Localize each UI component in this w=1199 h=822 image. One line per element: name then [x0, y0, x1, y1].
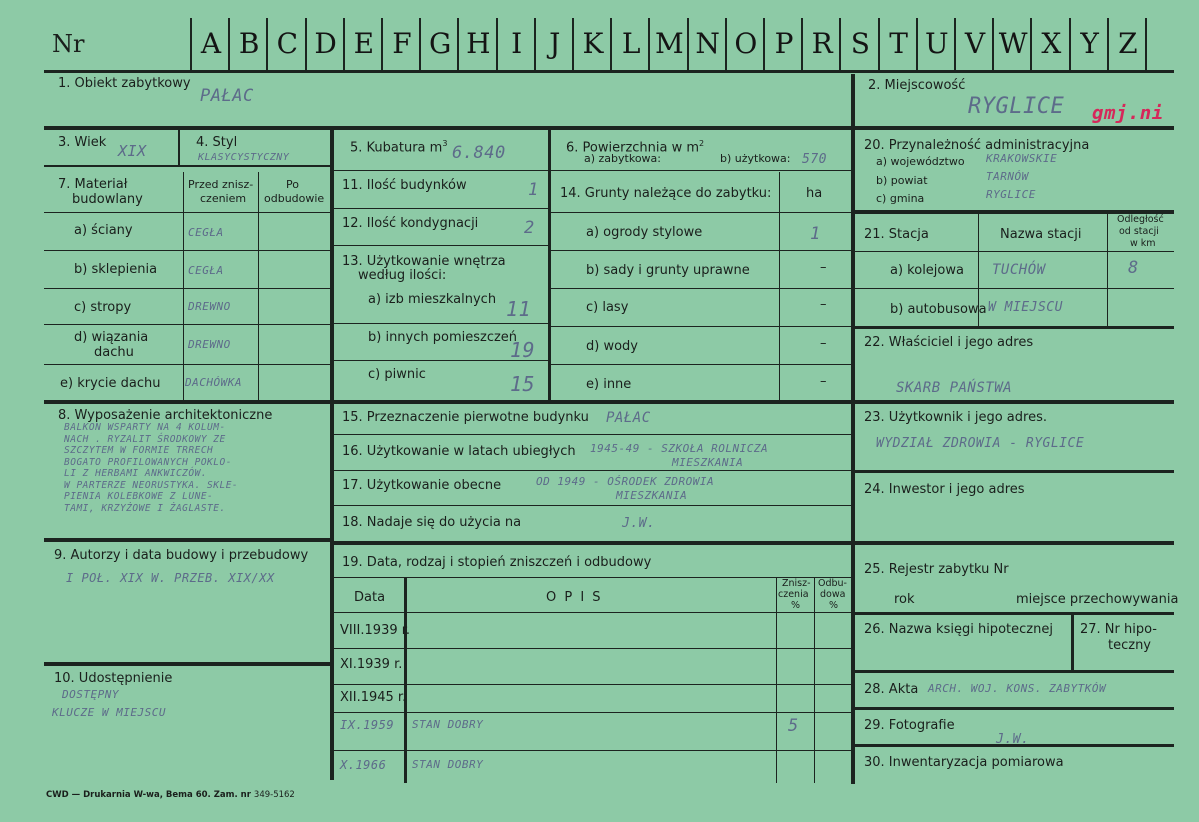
field-11-label: 11. Ilość budynków	[342, 178, 467, 193]
index-letter-p: P	[774, 27, 794, 60]
field-19-label: 19. Data, rodzaj i stopień zniszczeń i odbudowy	[342, 555, 652, 570]
field-7e-label: e) krycie dachu	[60, 376, 161, 391]
field-21a-label: a) kolejowa	[890, 263, 964, 278]
index-divider	[343, 18, 345, 70]
field-8-label: 8. Wyposażenie architektoniczne	[58, 408, 273, 423]
field-2-value[interactable]: RYGLICE	[968, 94, 1065, 119]
col-date-label: Data	[354, 590, 386, 605]
field-21b-label: b) autobusowa	[890, 302, 987, 317]
field-18-value[interactable]: J.W.	[622, 516, 656, 531]
rule	[334, 470, 851, 471]
row-date: VIII.1939 r.	[340, 623, 411, 638]
rule	[44, 538, 334, 542]
field-20a-value[interactable]: KRAKOWSKIE	[986, 152, 1058, 165]
col-destr-1: Znisz-	[782, 578, 811, 589]
field-27-label: 27. Nr hipo-	[1080, 622, 1157, 637]
row-date: XI.1939 r.	[340, 657, 403, 672]
index-letter-g: G	[429, 27, 452, 60]
field-21-col: Nazwa stacji	[1000, 227, 1082, 242]
field-7e-value[interactable]: DACHÓWKA	[185, 376, 242, 389]
rule	[551, 364, 851, 365]
rule	[44, 662, 334, 666]
rule	[551, 250, 851, 251]
field-21-dist-3: w km	[1130, 238, 1156, 249]
index-letter-k: K	[582, 27, 604, 60]
index-letter-t: T	[889, 27, 908, 60]
col-destr-2: czenia	[778, 589, 809, 600]
field-14d-value[interactable]: –	[820, 336, 827, 351]
field-30-label: 30. Inwentaryzacja pomiarowa	[864, 755, 1064, 770]
col-after-label-2: odbudowie	[264, 192, 325, 205]
index-divider	[763, 18, 765, 70]
field-15-value[interactable]: PAŁAC	[606, 410, 651, 426]
index-divider	[572, 18, 574, 70]
rule	[334, 541, 851, 545]
field-15-label: 15. Przeznaczenie pierwotne budynku	[342, 410, 589, 425]
field-20a-label: a) województwo	[876, 155, 965, 168]
col-rebuild-1: Odbu-	[818, 578, 847, 589]
rule	[334, 245, 548, 246]
rule	[551, 288, 851, 289]
field-13a-value[interactable]: 11	[506, 297, 532, 321]
field-14e-value[interactable]: –	[820, 374, 827, 389]
field-7-label: 7. Materiał	[58, 177, 128, 192]
index-letter-o: O	[734, 27, 758, 60]
index-divider	[725, 18, 727, 70]
field-2-note: gmj.ni	[1092, 102, 1164, 124]
index-letter-e: E	[353, 27, 375, 60]
field-4-value[interactable]: KLASYCYSTYCZNY	[198, 152, 290, 163]
field-9-value[interactable]: I POŁ. XIX W. PRZEB. XIX/XX	[66, 571, 275, 585]
field-8-line: W PARTERZE NEORUSTYKA. SKLE-	[64, 479, 239, 491]
index-divider	[916, 18, 918, 70]
field-21a-dist[interactable]: 8	[1128, 258, 1139, 278]
index-divider	[610, 18, 612, 70]
index-letter-s: S	[850, 27, 870, 60]
index-divider	[419, 18, 421, 70]
field-8-line: SZCZYTEM W FORMIE TRRECH	[64, 445, 214, 456]
field-29-value[interactable]: J.W.	[996, 732, 1030, 747]
rule	[855, 670, 1174, 673]
rule	[548, 130, 551, 404]
field-23-value[interactable]: WYDZIAŁ ZDROWIA - RYGLICE	[876, 436, 1085, 451]
field-23-label: 23. Użytkownik i jego adres.	[864, 410, 1047, 425]
index-divider	[992, 18, 994, 70]
field-8-line: NACH . RYZALIT ŚRODKOWY ZE	[64, 433, 226, 445]
index-letter-r: R	[811, 27, 833, 60]
field-13a-label: a) izb mieszkalnych	[368, 292, 497, 307]
rule	[258, 172, 259, 402]
field-11-value[interactable]: 1	[528, 180, 539, 200]
field-12-value[interactable]: 2	[524, 218, 535, 238]
col-opis-label: O P I S	[546, 590, 603, 605]
field-8-line: BALKON WSPARTY NA 4 KOLUM-	[64, 422, 226, 433]
index-divider	[839, 18, 841, 70]
field-13-label: 13. Użytkowanie wnętrza	[342, 254, 506, 269]
field-21-dist-1: Odległość	[1117, 214, 1164, 225]
rule	[44, 324, 330, 325]
rule	[183, 172, 184, 402]
index-divider	[878, 18, 880, 70]
field-16-value-2[interactable]: MIESZKANIA	[672, 456, 744, 469]
field-14a-label: a) ogrody stylowe	[586, 225, 703, 240]
field-22-label: 22. Właściciel i jego adres	[864, 335, 1034, 350]
field-17-label: 17. Użytkowanie obecne	[342, 478, 502, 493]
rule	[334, 323, 548, 324]
index-letter-y: Y	[1080, 27, 1099, 60]
field-10-value-2[interactable]: KLUCZE W MIEJSCU	[52, 706, 166, 719]
rule	[44, 250, 330, 251]
rule-row1	[44, 126, 1174, 130]
field-5-value[interactable]: 6.840	[452, 143, 506, 163]
field-17-value-1[interactable]: OD 1949 - OŚRODEK ZDROWIA	[536, 475, 715, 488]
field-3-label: 3. Wiek	[58, 135, 107, 150]
index-letter-b: B	[238, 27, 260, 60]
rule	[855, 326, 1174, 329]
field-6a-label: a) zabytkowa:	[584, 152, 661, 165]
field-21a-value[interactable]: TUCHÓW	[992, 262, 1046, 278]
field-14c-label: c) lasy	[586, 300, 629, 315]
index-letter-z: Z	[1118, 27, 1138, 60]
rule	[855, 541, 1174, 545]
index-divider	[190, 18, 192, 70]
index-letter-u: U	[924, 27, 949, 60]
index-letter-w: W	[998, 27, 1028, 60]
index-divider	[801, 18, 803, 70]
rule	[814, 578, 815, 783]
index-letter-f: F	[392, 27, 412, 60]
field-25-miejsce: miejsce przechowywania	[1016, 592, 1179, 607]
rule	[334, 505, 851, 506]
rule	[334, 577, 851, 578]
rule	[334, 750, 851, 751]
col-rebuild-2: dowa	[820, 589, 846, 600]
field-14-unit: ha	[806, 186, 823, 201]
field-21b-value[interactable]: W MIEJSCU	[988, 300, 1063, 315]
field-7b-value[interactable]: CEGŁA	[188, 264, 224, 277]
rule	[334, 208, 548, 209]
field-2-label: 2. Miejscowość	[868, 78, 966, 93]
index-divider	[1107, 18, 1109, 70]
rule	[334, 170, 548, 171]
field-8-line: TAMI, KRZYŻOWE I ŻAGLASTE.	[64, 502, 226, 514]
index-divider	[266, 18, 268, 70]
field-7c-label: c) stropy	[74, 300, 132, 315]
rule	[855, 612, 1174, 615]
field-17-value-2[interactable]: MIESZKANIA	[616, 489, 688, 502]
rule	[551, 212, 851, 213]
field-20c-label: c) gmina	[876, 192, 925, 205]
field-7d-label: d) wiązania	[74, 330, 149, 345]
rule	[44, 364, 330, 365]
field-14d-label: d) wody	[586, 339, 638, 354]
rule	[776, 578, 777, 783]
index-divider	[954, 18, 956, 70]
field-14e-label: e) inne	[586, 377, 632, 392]
field-12-label: 12. Ilość kondygnacji	[342, 216, 479, 231]
index-divider	[305, 18, 307, 70]
row-description: STAN DOBRY	[412, 758, 484, 771]
index-divider	[534, 18, 536, 70]
field-5-label: 5. Kubatura $m^3$	[350, 139, 448, 156]
index-divider	[381, 18, 383, 70]
field-6-label: 6. Powierzchnia w $m^2$	[566, 139, 705, 156]
index-letter-j: J	[549, 27, 561, 60]
row-date: IX.1959	[340, 718, 395, 732]
index-divider	[228, 18, 230, 70]
field-7d-value[interactable]: DREWNO	[188, 338, 231, 351]
field-20c-value[interactable]: RYGLICE	[986, 188, 1036, 201]
rule	[404, 578, 407, 783]
rule	[334, 684, 851, 685]
rule	[1107, 214, 1108, 326]
field-1-value[interactable]: PAŁAC	[200, 86, 254, 106]
field-13-label-2: według ilości:	[358, 268, 447, 283]
field-7a-value[interactable]: CEGŁA	[188, 226, 224, 239]
field-8-line: PIENIA KOLEBKOWE Z LUNE-	[64, 491, 214, 502]
row-date: XII.1945 r.	[340, 690, 407, 705]
field-16-label: 16. Użytkowanie w latach ubiegłych	[342, 444, 576, 459]
field-14b-value[interactable]: –	[820, 260, 827, 275]
index-divider	[1145, 18, 1147, 70]
field-1-label: 1. Obiekt zabytkowy	[58, 76, 191, 91]
field-13b-label: b) innych pomieszczeń	[368, 330, 518, 345]
field-9-label: 9. Autorzy i data budowy i przebudowy	[54, 548, 309, 563]
header-rule	[44, 70, 1174, 73]
rule	[779, 172, 780, 402]
rule	[178, 130, 180, 167]
index-divider	[687, 18, 689, 70]
field-13c-value[interactable]: 15	[510, 372, 536, 396]
index-letter-i: I	[511, 27, 523, 60]
field-27-label-2: teczny	[1108, 638, 1151, 653]
col-rebuild-3: %	[829, 600, 839, 611]
field-18-label: 18. Nadaje się do użycia na	[342, 515, 522, 530]
index-divider	[496, 18, 498, 70]
index-letter-l: L	[621, 27, 641, 60]
printer-imprint: CWD — Drukarnia W-wa, Bema 60. Zam. nr 349-5162	[46, 790, 295, 800]
field-14a-value[interactable]: 1	[810, 224, 821, 244]
field-3-value[interactable]: XIX	[118, 142, 147, 160]
field-10-value-1[interactable]: DOSTĘPNY	[62, 688, 119, 701]
index-letter-v: V	[964, 27, 986, 60]
field-7c-value[interactable]: DREWNO	[188, 300, 231, 313]
rule-col-right	[851, 74, 855, 784]
index-divider	[1030, 18, 1032, 70]
field-22-value[interactable]: SKARB PAŃSTWA	[896, 380, 1013, 396]
col-destr-3: %	[791, 600, 801, 611]
field-8-line: LI Z HERBAMI ANKWICZÓW.	[64, 468, 208, 479]
field-29-label: 29. Fotografie	[864, 718, 955, 733]
rule	[855, 288, 1174, 289]
index-letter-d: D	[314, 27, 337, 60]
index-letter-x: X	[1041, 27, 1062, 60]
rule	[551, 326, 851, 327]
index-letter-m: M	[655, 27, 684, 60]
index-divider	[1069, 18, 1071, 70]
field-7d-label-2: dachu	[94, 345, 134, 360]
col-after-label: Po	[286, 178, 299, 191]
field-26-label: 26. Nazwa księgi hipotecznej	[864, 622, 1053, 637]
rule	[334, 612, 851, 613]
field-10-label: 10. Udostępnienie	[54, 671, 173, 686]
field-7-label-2: budowlany	[72, 192, 143, 207]
rule	[334, 434, 851, 435]
field-13b-value[interactable]: 19	[510, 338, 536, 362]
rule	[855, 470, 1174, 473]
index-letter-n: N	[695, 27, 720, 60]
field-8-line: BOGATO PROFILOWANYCH POKLO-	[64, 456, 232, 468]
rule	[1071, 614, 1074, 672]
field-13c-label: c) piwnic	[368, 367, 426, 382]
rule	[334, 648, 851, 649]
field-28-value[interactable]: ARCH. WOJ. KONS. ZABYTKÓW	[928, 682, 1107, 695]
field-6b-value[interactable]: 570	[802, 152, 827, 167]
row-destruction-percent: 5	[788, 716, 799, 736]
field-6b-label: b) użytkowa:	[720, 152, 791, 165]
rule	[551, 170, 851, 171]
row-description: STAN DOBRY	[412, 718, 484, 731]
field-14-label: 14. Grunty należące do zabytku:	[560, 186, 772, 201]
nr-label: Nr	[52, 30, 85, 58]
rule-row-8	[44, 400, 1174, 404]
row-date: X.1966	[340, 758, 387, 772]
rule	[44, 165, 330, 167]
field-16-value-1[interactable]: 1945-49 - SZKOŁA ROLNICZA	[590, 442, 769, 455]
index-divider	[457, 18, 459, 70]
field-21-label: 21. Stacja	[864, 227, 929, 242]
rule	[855, 707, 1174, 710]
index-letter-h: H	[466, 27, 491, 60]
rule	[855, 251, 1174, 252]
field-25-label: 25. Rejestr zabytku Nr	[864, 562, 1009, 577]
field-14c-value[interactable]: –	[820, 297, 827, 312]
index-letter-a: A	[200, 27, 222, 60]
index-divider	[648, 18, 650, 70]
field-21-dist-2: od stacji	[1119, 226, 1159, 237]
index-letter-c: C	[276, 27, 299, 60]
field-20b-value[interactable]: TARNÓW	[986, 170, 1029, 183]
rule	[334, 712, 851, 713]
col-before-label: Przed znisz-	[188, 178, 254, 191]
field-20b-label: b) powiat	[876, 174, 928, 187]
field-14b-label: b) sady i grunty uprawne	[586, 263, 750, 278]
field-25-rok: rok	[894, 592, 915, 607]
field-4-label: 4. Styl	[196, 135, 238, 150]
field-7b-label: b) sklepienia	[74, 262, 158, 277]
rule	[44, 212, 330, 213]
rule-col-left	[330, 130, 334, 780]
field-20-label: 20. Przynależność administracyjna	[864, 138, 1090, 153]
col-before-label-2: czeniem	[200, 192, 247, 205]
rule	[44, 288, 330, 289]
field-7a-label: a) ściany	[74, 223, 133, 238]
field-24-label: 24. Inwestor i jego adres	[864, 482, 1025, 497]
field-28-label: 28. Akta	[864, 682, 919, 697]
